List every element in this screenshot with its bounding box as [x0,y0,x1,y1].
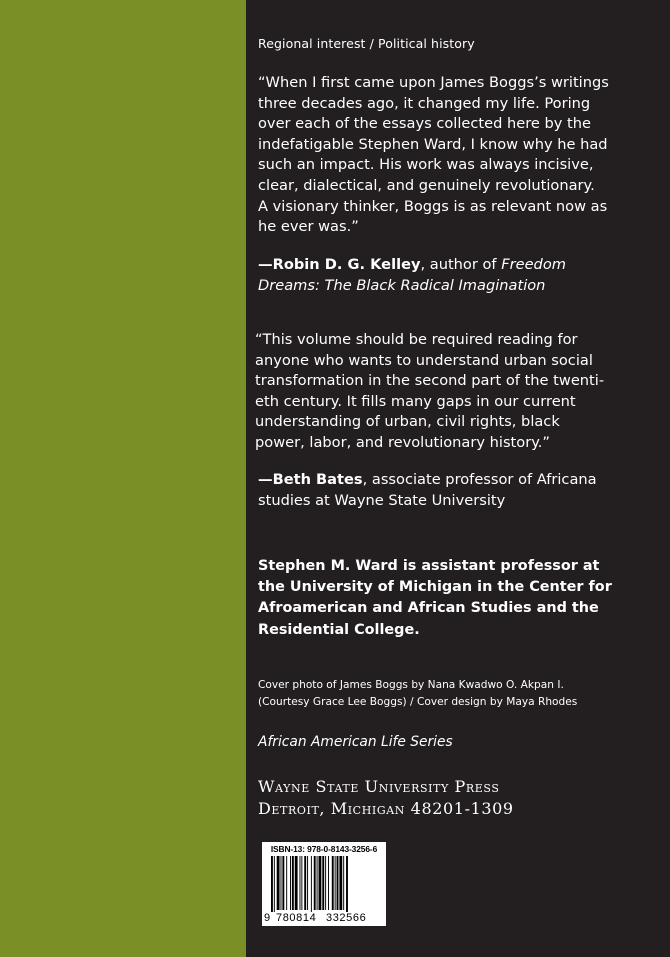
author-bio [258,556,658,641]
barcode-bar [346,856,348,912]
barcode-bar [314,856,316,910]
barcode-bar [292,856,294,910]
blurb-line: clear, dialectical, and genuinely revolutionary. [258,176,595,194]
barcode-digits-left: 780814 [276,912,317,924]
blurb-line: indefatigable Stephen Ward, I know why he had [258,135,608,153]
barcode-graphic [270,856,382,912]
barcode-digits-right: 332566 [326,912,367,924]
barcode-bar [304,856,306,910]
barcode-bar [317,856,318,910]
spine-color-band [0,0,246,957]
bio-line: Afroamerican and African Studies and the [258,600,599,617]
barcode-bar [295,856,298,910]
bio-line: Stephen M. Ward is assistant professor at [258,558,600,574]
barcode-label [262,842,386,926]
bio-line: the University of Michigan in the Center for [258,579,612,596]
publisher-block [258,776,514,820]
barcode-bars [270,856,382,912]
blurb-line: such an impact. His work was always incisive, [258,156,594,174]
category-label: Regional interest / Political history [258,36,475,51]
barcode-bar [322,856,324,910]
attribution-role: , associate professor of Africana [362,471,597,488]
barcode-bar [311,856,312,912]
blurb-kelley [258,73,658,238]
blurb-line: he ever was.” [258,218,359,236]
barcode-bar [319,856,322,910]
attribution-kelley [258,255,658,296]
barcode-bar [332,856,334,910]
barcode-digit-first: 9 [264,912,271,924]
blurb-line: transformation in the second part of the twenti- [255,372,605,390]
barcode-bar [343,856,344,910]
publisher-name: Wayne State University Press [258,777,500,796]
blurb-line: eth century. It fills many gaps in our current [255,392,576,410]
blurb-line: anyone who wants to understand urban social [255,351,593,369]
attribution-book-title: Freedom [501,256,566,273]
cover-credits [258,677,658,711]
barcode-bar [337,856,339,910]
barcode-bar [286,856,287,910]
barcode-bar [271,856,273,912]
barcode-bar [274,856,275,912]
attribution-name: —Robin D. G. Kelley [258,256,421,273]
attribution-role: , author of [420,256,502,273]
barcode-bar [307,856,308,910]
credits-line: (Courtesy Grace Lee Boggs) / Cover design by Maya Rhodes [258,696,578,708]
attribution-role-cont: studies at Wayne State University [258,491,506,509]
blurb-line: A visionary thinker, Boggs is as relevant now as [258,197,608,215]
barcode-bar [290,856,291,910]
barcode-bar [335,856,336,910]
barcode-bar [328,856,329,910]
barcode-bar [282,856,284,910]
blurb-line: “When I first came upon James Boggs’s writings [258,74,609,91]
barcode-bar [281,856,282,910]
blurb-line: “This volume should be required reading for [255,331,578,348]
attribution-name: —Beth Bates [258,471,363,488]
blurb-line: three decades ago, it changed my life. Poring [258,94,591,112]
barcode-bar [277,856,280,910]
barcode-bar [300,856,301,910]
blurb-line: over each of the essays collected here by the [258,115,591,133]
blurb-line: understanding of urban, civil rights, black [255,413,560,431]
credits-line: Cover photo of James Boggs by Nana Kwadwo O. Akpan I. [258,679,564,691]
attribution-bates [258,470,658,511]
barcode-bar [301,856,302,910]
series-title: African American Life Series [258,734,453,750]
barcode-bar [339,856,342,910]
blurb-bates [255,330,655,454]
blurb-line: power, labor, and revolutionary history.” [255,433,550,451]
attribution-book-title-cont: Dreams: The Black Radical Imagination [258,276,546,294]
barcode-bar [325,856,326,910]
bio-line: Residential College. [258,621,420,638]
isbn-text: ISBN-13: 978-0-8143-3256-6 [270,844,378,854]
publisher-address: Detroit, Michigan 48201-1309 [258,799,514,818]
